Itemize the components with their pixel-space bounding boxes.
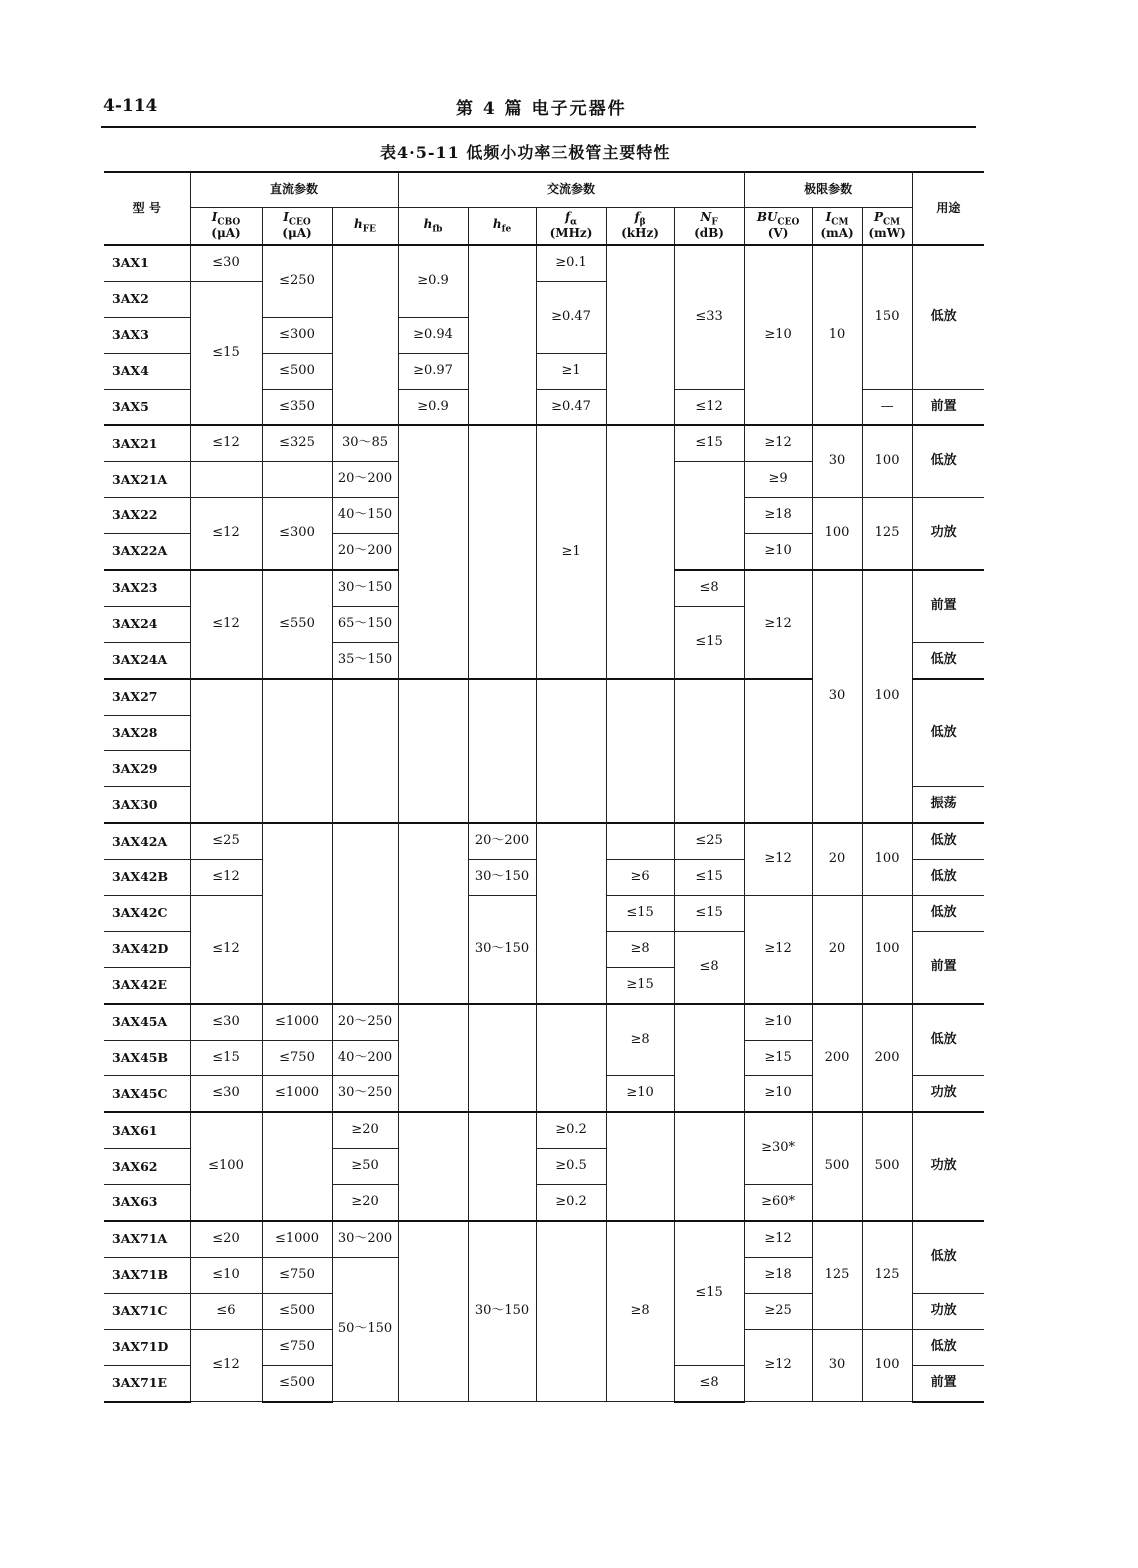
cell-hfe: 50～150 <box>332 1257 398 1401</box>
cell-iceo: ≤750 <box>262 1257 332 1293</box>
col-hfe-small: $h_{fe}$ <box>468 208 536 246</box>
col-nf: $N_F$ (dB) <box>674 208 744 246</box>
cell-model: 3AX2 <box>104 281 190 317</box>
cell-icbo: ≤6 <box>190 1293 262 1329</box>
cell-bu: ≥10 <box>744 1004 812 1040</box>
header-rule <box>101 126 976 128</box>
cell-icbo: ≤30 <box>190 1076 262 1112</box>
cell-model: 3AX22 <box>104 498 190 534</box>
col-model: 型 号 <box>104 172 190 245</box>
cell-iceo: ≤550 <box>262 570 332 679</box>
cell-model: 3AX3 <box>104 317 190 353</box>
cell-pcm: 125 <box>862 1221 912 1329</box>
cell-nf: ≤8 <box>674 570 744 606</box>
cell-nf: ≤15 <box>674 425 744 461</box>
table-row <box>104 1221 984 1257</box>
col-icbo: $I_{CBO}$ (μA) <box>190 208 262 246</box>
cell-bu: ≥30* <box>744 1112 812 1184</box>
cell-model: 3AX42A <box>104 823 190 859</box>
cell-model: 3AX42E <box>104 967 190 1003</box>
cell-bu: ≥10 <box>744 245 812 425</box>
cell-model: 3AX30 <box>104 787 190 823</box>
cell-pcm: 100 <box>862 425 912 497</box>
cell-hfe <box>332 245 398 425</box>
cell-bu: ≥10 <box>744 534 812 570</box>
cell-fb <box>606 1112 674 1221</box>
col-hfb: $h_{fb}$ <box>398 208 468 246</box>
cell-iceo: ≤500 <box>262 1365 332 1401</box>
cell-model: 3AX42C <box>104 896 190 932</box>
cell-iceo: ≤350 <box>262 389 332 425</box>
cell-bu: ≥12 <box>744 570 812 679</box>
cell-bu: ≥10 <box>744 1076 812 1112</box>
cell-use: 低放 <box>912 245 984 389</box>
table-title: 表4·5-11 低频小功率三极管主要特性 <box>380 143 671 162</box>
cell-fb: ≥6 <box>606 860 674 896</box>
cell-use: 振荡 <box>912 787 984 823</box>
cell-hfe: 20～250 <box>332 1004 398 1040</box>
cell-icm: 20 <box>812 823 862 895</box>
chapter-title: 第 4 篇 电子元器件 <box>456 99 627 119</box>
cell-nf <box>674 1004 744 1113</box>
cell-fb: ≥15 <box>606 967 674 1003</box>
col-use: 用途 <box>912 172 984 245</box>
cell-use: 低放 <box>912 679 984 787</box>
cell-model: 3AX22A <box>104 534 190 570</box>
cell-icbo: ≤10 <box>190 1257 262 1293</box>
cell-bu: ≥25 <box>744 1293 812 1329</box>
cell-iceo <box>262 462 332 498</box>
cell-hfe-small <box>468 1112 536 1221</box>
cell-hfb <box>398 1004 468 1113</box>
cell-fa: ≥0.2 <box>536 1185 606 1221</box>
col-bu: $BU_{CEO}$ (V) <box>744 208 812 246</box>
cell-icbo: ≤12 <box>190 860 262 896</box>
cell-model: 3AX24A <box>104 642 190 678</box>
cell-fa <box>536 679 606 824</box>
cell-model: 3AX24 <box>104 606 190 642</box>
cell-use: 低放 <box>912 1329 984 1365</box>
cell-iceo: ≤500 <box>262 353 332 389</box>
cell-model: 3AX71B <box>104 1257 190 1293</box>
cell-fa <box>536 1221 606 1401</box>
cell-fa: ≥0.1 <box>536 245 606 281</box>
cell-icbo: ≤12 <box>190 570 262 679</box>
col-fa: $f_\alpha$ (MHz) <box>536 208 606 246</box>
cell-hfb <box>398 823 468 1003</box>
cell-model: 3AX71C <box>104 1293 190 1329</box>
cell-pcm: 100 <box>862 570 912 823</box>
cell-hfe <box>332 679 398 824</box>
cell-nf: ≤12 <box>674 389 744 425</box>
cell-hfe-small: 30～150 <box>468 1221 536 1401</box>
cell-use: 低放 <box>912 425 984 497</box>
cell-model: 3AX42D <box>104 931 190 967</box>
cell-fa: ≥1 <box>536 425 606 678</box>
cell-icbo: ≤12 <box>190 1329 262 1401</box>
cell-pcm: 100 <box>862 823 912 895</box>
cell-use: 前置 <box>912 389 984 425</box>
cell-icbo: ≤15 <box>190 281 262 425</box>
cell-nf: ≤15 <box>674 860 744 896</box>
cell-hfe: 30～200 <box>332 1221 398 1257</box>
cell-fa: ≥0.47 <box>536 281 606 353</box>
cell-nf: ≤15 <box>674 1221 744 1365</box>
cell-use: 低放 <box>912 896 984 932</box>
col-iceo: $I_{CEO}$ (μA) <box>262 208 332 246</box>
cell-nf: ≤15 <box>674 606 744 678</box>
cell-nf: ≤8 <box>674 1365 744 1401</box>
cell-fa: ≥0.47 <box>536 389 606 425</box>
cell-hfe: 40～150 <box>332 498 398 534</box>
cell-model: 3AX61 <box>104 1112 190 1148</box>
cell-nf <box>674 679 744 824</box>
table-row <box>104 823 984 859</box>
cell-fb: ≥8 <box>606 1004 674 1076</box>
cell-iceo <box>262 1112 332 1221</box>
cell-bu: ≥18 <box>744 498 812 534</box>
cell-use: 功放 <box>912 1076 984 1112</box>
cell-bu: ≥12 <box>744 1329 812 1401</box>
cell-model: 3AX45C <box>104 1076 190 1112</box>
cell-hfe: 30～250 <box>332 1076 398 1112</box>
cell-hfe-small <box>468 1004 536 1113</box>
cell-icbo: ≤15 <box>190 1040 262 1076</box>
cell-model: 3AX5 <box>104 389 190 425</box>
cell-model: 3AX45B <box>104 1040 190 1076</box>
cell-model: 3AX21A <box>104 462 190 498</box>
cell-icm: 30 <box>812 1329 862 1401</box>
cell-bu: ≥12 <box>744 425 812 461</box>
cell-fb <box>606 679 674 824</box>
table-row <box>104 245 984 281</box>
cell-icbo: ≤100 <box>190 1112 262 1221</box>
table-row <box>104 1112 984 1148</box>
cell-pcm: 150 <box>862 245 912 389</box>
cell-fa <box>536 823 606 1003</box>
cell-use: 前置 <box>912 1365 984 1401</box>
cell-fb <box>606 425 674 678</box>
cell-hfe-small <box>468 679 536 824</box>
cell-model: 3AX45A <box>104 1004 190 1040</box>
cell-icbo: ≤12 <box>190 498 262 570</box>
table-row <box>104 425 984 461</box>
col-group-ac: 交流参数 <box>398 172 744 208</box>
cell-bu: ≥9 <box>744 462 812 498</box>
cell-use: 低放 <box>912 642 984 678</box>
cell-bu: ≥12 <box>744 896 812 1004</box>
cell-nf: ≤8 <box>674 931 744 1003</box>
cell-icbo <box>190 679 262 824</box>
cell-pcm: — <box>862 389 912 425</box>
cell-icbo: ≤12 <box>190 896 262 1004</box>
cell-iceo: ≤250 <box>262 245 332 317</box>
cell-nf: ≤25 <box>674 823 744 859</box>
cell-iceo: ≤1000 <box>262 1004 332 1040</box>
cell-iceo: ≤750 <box>262 1329 332 1365</box>
cell-hfe-small <box>468 425 536 678</box>
cell-pcm: 200 <box>862 1004 912 1113</box>
cell-icbo: ≤12 <box>190 425 262 461</box>
cell-fa: ≥0.2 <box>536 1112 606 1148</box>
cell-bu: ≥12 <box>744 1221 812 1257</box>
table-row <box>104 1004 984 1040</box>
cell-iceo: ≤750 <box>262 1040 332 1076</box>
cell-hfe-small <box>468 245 536 425</box>
cell-fb <box>606 823 674 859</box>
cell-use: 功放 <box>912 1112 984 1221</box>
col-fb: $f_\beta$ (kHz) <box>606 208 674 246</box>
cell-model: 3AX28 <box>104 715 190 751</box>
cell-pcm: 125 <box>862 498 912 570</box>
cell-icm: 200 <box>812 1004 862 1113</box>
cell-hfe: 30～85 <box>332 425 398 461</box>
cell-hfe <box>332 823 398 1003</box>
cell-icbo: ≤30 <box>190 245 262 281</box>
cell-icm: 30 <box>812 570 862 823</box>
cell-use: 低放 <box>912 860 984 896</box>
cell-fa <box>536 1004 606 1113</box>
cell-icm: 125 <box>812 1221 862 1329</box>
cell-hfe: 35～150 <box>332 642 398 678</box>
cell-fb: ≥10 <box>606 1076 674 1112</box>
cell-iceo <box>262 679 332 824</box>
col-group-dc: 直流参数 <box>190 172 398 208</box>
cell-use: 低放 <box>912 1221 984 1293</box>
cell-pcm: 100 <box>862 896 912 1004</box>
cell-hfe: 65～150 <box>332 606 398 642</box>
cell-hfe: 40～200 <box>332 1040 398 1076</box>
cell-fb: ≥8 <box>606 931 674 967</box>
cell-hfb: ≥0.94 <box>398 317 468 353</box>
page-number: 4-114 <box>103 96 158 116</box>
cell-bu: ≥12 <box>744 823 812 895</box>
cell-model: 3AX27 <box>104 679 190 715</box>
cell-iceo: ≤300 <box>262 317 332 353</box>
cell-use: 低放 <box>912 1004 984 1076</box>
cell-fb: ≥8 <box>606 1221 674 1401</box>
cell-nf: ≤15 <box>674 896 744 932</box>
cell-fa: ≥0.5 <box>536 1149 606 1185</box>
cell-iceo: ≤1000 <box>262 1221 332 1257</box>
cell-iceo: ≤500 <box>262 1293 332 1329</box>
cell-hfb <box>398 679 468 824</box>
cell-model: 3AX23 <box>104 570 190 606</box>
cell-icm: 30 <box>812 425 862 497</box>
cell-iceo: ≤1000 <box>262 1076 332 1112</box>
cell-hfe: ≥20 <box>332 1185 398 1221</box>
cell-iceo: ≤300 <box>262 498 332 570</box>
cell-fb <box>606 245 674 425</box>
cell-hfb: ≥0.9 <box>398 245 468 317</box>
col-icm: $I_{CM}$ (mA) <box>812 208 862 246</box>
cell-use: 前置 <box>912 570 984 642</box>
cell-model: 3AX42B <box>104 860 190 896</box>
cell-use: 功放 <box>912 1293 984 1329</box>
cell-icm: 500 <box>812 1112 862 1221</box>
cell-use: 前置 <box>912 931 984 1003</box>
cell-icbo: ≤25 <box>190 823 262 859</box>
cell-hfe: ≥50 <box>332 1149 398 1185</box>
cell-icbo <box>190 462 262 498</box>
transistor-spec-table <box>104 171 984 1403</box>
cell-hfb <box>398 1112 468 1221</box>
cell-hfe: 20～200 <box>332 462 398 498</box>
cell-hfb: ≥0.97 <box>398 353 468 389</box>
cell-hfe-small: 30～150 <box>468 896 536 1004</box>
col-hfe: $h_{FE}$ <box>332 208 398 246</box>
cell-use: 功放 <box>912 498 984 570</box>
cell-model: 3AX71E <box>104 1365 190 1401</box>
cell-model: 3AX21 <box>104 425 190 461</box>
cell-use: 低放 <box>912 823 984 859</box>
cell-model: 3AX62 <box>104 1149 190 1185</box>
cell-hfb <box>398 1221 468 1401</box>
cell-pcm: 500 <box>862 1112 912 1221</box>
cell-icbo: ≤20 <box>190 1221 262 1257</box>
cell-model: 3AX4 <box>104 353 190 389</box>
cell-hfe: 20～200 <box>332 534 398 570</box>
cell-hfe-small: 20～200 <box>468 823 536 859</box>
cell-hfe-small: 30～150 <box>468 860 536 896</box>
cell-nf <box>674 462 744 570</box>
cell-icm: 20 <box>812 896 862 1004</box>
cell-iceo <box>262 823 332 1003</box>
cell-fb: ≤15 <box>606 896 674 932</box>
cell-hfb <box>398 425 468 678</box>
cell-model: 3AX29 <box>104 751 190 787</box>
cell-model: 3AX71D <box>104 1329 190 1365</box>
cell-nf: ≤33 <box>674 245 744 389</box>
cell-bu: ≥18 <box>744 1257 812 1293</box>
cell-iceo: ≤325 <box>262 425 332 461</box>
cell-bu: ≥60* <box>744 1185 812 1221</box>
cell-hfe: 30～150 <box>332 570 398 606</box>
col-group-limit: 极限参数 <box>744 172 912 208</box>
cell-bu: ≥15 <box>744 1040 812 1076</box>
cell-bu <box>744 679 812 824</box>
col-pcm: $P_{CM}$ (mW) <box>862 208 912 246</box>
cell-fa: ≥1 <box>536 353 606 389</box>
cell-model: 3AX71A <box>104 1221 190 1257</box>
cell-model: 3AX63 <box>104 1185 190 1221</box>
cell-pcm: 100 <box>862 1329 912 1401</box>
cell-icm: 100 <box>812 498 862 570</box>
cell-hfb: ≥0.9 <box>398 389 468 425</box>
cell-hfe: ≥20 <box>332 1112 398 1148</box>
cell-model: 3AX1 <box>104 245 190 281</box>
cell-icm: 10 <box>812 245 862 425</box>
cell-nf <box>674 1112 744 1221</box>
cell-icbo: ≤30 <box>190 1004 262 1040</box>
